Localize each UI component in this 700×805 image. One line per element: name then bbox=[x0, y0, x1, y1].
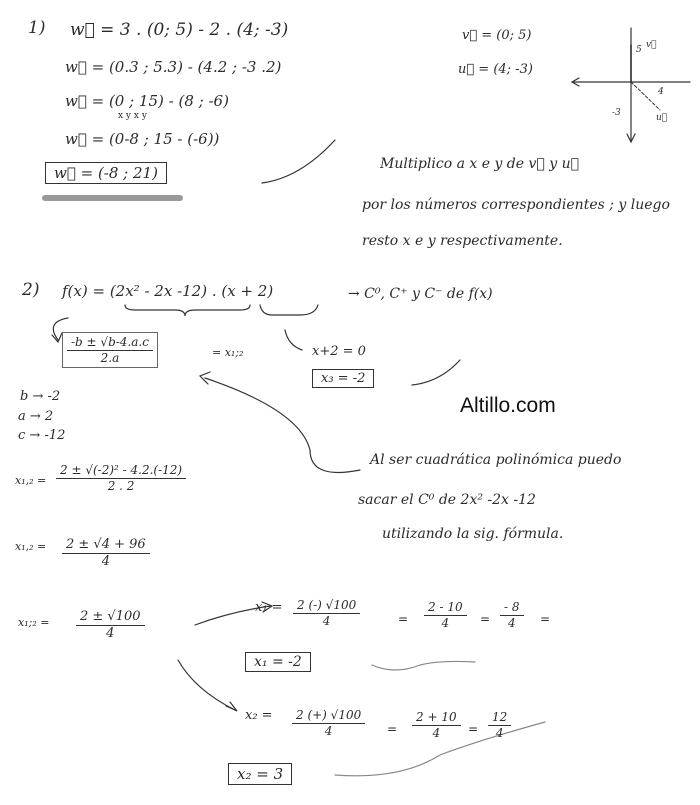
x2-fraction-3 bbox=[488, 710, 511, 740]
axis-label-v: v⃗ bbox=[646, 40, 657, 50]
ex1-result: w⃗ = (-8 ; 21) bbox=[45, 162, 167, 184]
quadratic-formula-numerator: -b ± √b-4.a.c bbox=[67, 335, 153, 351]
checkmark-x3 bbox=[412, 360, 460, 385]
x1-numerator: 2 (-) √100 bbox=[293, 598, 360, 614]
x1-lhs: x₁ = bbox=[255, 600, 283, 615]
x2-equals-1: = bbox=[387, 722, 398, 736]
x1-equals-2: = bbox=[480, 612, 491, 626]
x2-numerator-2: 2 + 10 bbox=[412, 710, 461, 726]
x1-numerator-2: 2 - 10 bbox=[424, 600, 467, 616]
step1-denominator: 2 . 2 bbox=[107, 479, 135, 493]
step3-denominator: 4 bbox=[106, 626, 115, 641]
x2-numerator-3: 12 bbox=[488, 710, 511, 726]
checkmark-ex1 bbox=[262, 140, 335, 183]
coefficient-c: c → -12 bbox=[18, 428, 66, 443]
coefficient-a: a → 2 bbox=[18, 409, 54, 424]
checkmark-x1 bbox=[372, 661, 475, 670]
step1-lhs: x₁,₂ = bbox=[15, 474, 47, 487]
x1-denominator: 4 bbox=[322, 614, 331, 628]
watermark-altillo: Altillo.com bbox=[460, 394, 556, 417]
ex1-line-3: w⃗ = (0 ; 15) - (8 ; -6) bbox=[65, 92, 229, 110]
step3-fraction bbox=[76, 609, 145, 641]
step2-denominator: 4 bbox=[101, 554, 110, 569]
arrow-to-x2 bbox=[178, 660, 235, 710]
ex1-line-2: w⃗ = (0.3 ; 5.3) - (4.2 ; -3 .2) bbox=[65, 58, 282, 76]
vector-v-definition: v⃗ = (0; 5) bbox=[462, 28, 532, 43]
step2-lhs: x₁,₂ = bbox=[15, 540, 47, 553]
step1-fraction bbox=[56, 463, 186, 493]
quadratic-formula-denominator: 2.a bbox=[100, 351, 120, 365]
ex1-note-line-2: por los números correspondientes ; y luego bbox=[362, 197, 670, 213]
ex1-line-1: w⃗ = 3 . (0; 5) - 2 . (4; -3) bbox=[70, 20, 289, 40]
x1-result: x₁ = -2 bbox=[245, 652, 311, 672]
arrow-to-linear bbox=[285, 330, 302, 350]
ex1-line-4: w⃗ = (0-8 ; 15 - (-6)) bbox=[65, 130, 220, 148]
axis-label-minus-3: -3 bbox=[612, 108, 621, 118]
coefficient-b: b → -2 bbox=[20, 389, 61, 404]
brace-linear bbox=[260, 305, 318, 315]
ex1-line-3-subscripts: x y x y bbox=[118, 111, 147, 121]
ex1-note-line-1: Multiplico a x e y de v⃗ y u⃗ bbox=[380, 156, 580, 172]
x1-denominator-3: 4 bbox=[507, 616, 516, 630]
axis-label-5: 5 bbox=[636, 45, 642, 55]
x2-denominator-2: 4 bbox=[432, 726, 441, 740]
x2-result: x₂ = 3 bbox=[228, 763, 292, 785]
x1-numerator-3: - 8 bbox=[500, 600, 524, 616]
linear-equation: x+2 = 0 bbox=[312, 344, 366, 359]
x1-denominator-2: 4 bbox=[441, 616, 450, 630]
x2-denominator: 4 bbox=[324, 724, 333, 738]
x2-numerator: 2 (+) √100 bbox=[292, 708, 365, 724]
exercise-1-number: 1) bbox=[28, 18, 46, 38]
x1-equals-1: = bbox=[398, 612, 409, 626]
ex2-note-line-2: sacar el C⁰ de 2x² -2x -12 bbox=[358, 492, 536, 508]
vector-u-guide bbox=[631, 82, 660, 110]
ex2-note-line-3: utilizando la sig. fórmula. bbox=[382, 526, 564, 542]
axis-label-4: 4 bbox=[658, 87, 664, 97]
x2-denominator-3: 4 bbox=[495, 726, 504, 740]
axis-label-u: u⃗ bbox=[656, 113, 668, 123]
ex1-note-line-3: resto x e y respectivamente. bbox=[362, 233, 563, 249]
ex2-note-line-1: Al ser cuadrática polinómica puedo bbox=[370, 452, 622, 468]
brace-quadratic bbox=[125, 305, 250, 316]
exercise-2-number: 2) bbox=[22, 280, 40, 300]
vector-u-definition: u⃗ = (4; -3) bbox=[458, 62, 533, 77]
arrow-note-to-formula bbox=[205, 378, 360, 473]
step2-numerator: 2 ± √4 + 96 bbox=[62, 537, 150, 554]
x1-equals-3: = bbox=[540, 612, 551, 626]
ex2-goal: → C⁰, C⁺ y C⁻ de f(x) bbox=[348, 286, 493, 302]
x2-fraction bbox=[292, 708, 365, 738]
step1-numerator: 2 ± √(-2)² - 4.2.(-12) bbox=[56, 463, 186, 479]
arrow-to-x2-head bbox=[226, 702, 237, 711]
step3-numerator: 2 ± √100 bbox=[76, 609, 145, 626]
quadratic-formula bbox=[62, 332, 158, 368]
x1-fraction bbox=[293, 598, 360, 628]
x1-fraction-3 bbox=[500, 600, 524, 630]
quadratic-formula-rhs: = x₁;₂ bbox=[212, 346, 244, 359]
x1-fraction-2 bbox=[424, 600, 467, 630]
x2-lhs: x₂ = bbox=[245, 708, 273, 723]
x2-fraction-2 bbox=[412, 710, 461, 740]
step2-fraction bbox=[62, 537, 150, 569]
step3-lhs: x₁;₂ = bbox=[18, 616, 50, 629]
x2-equals-2: = bbox=[468, 722, 479, 736]
x3-result: x₃ = -2 bbox=[312, 369, 374, 388]
ex2-function: f(x) = (2x² - 2x -12) . (x + 2) bbox=[62, 282, 274, 300]
